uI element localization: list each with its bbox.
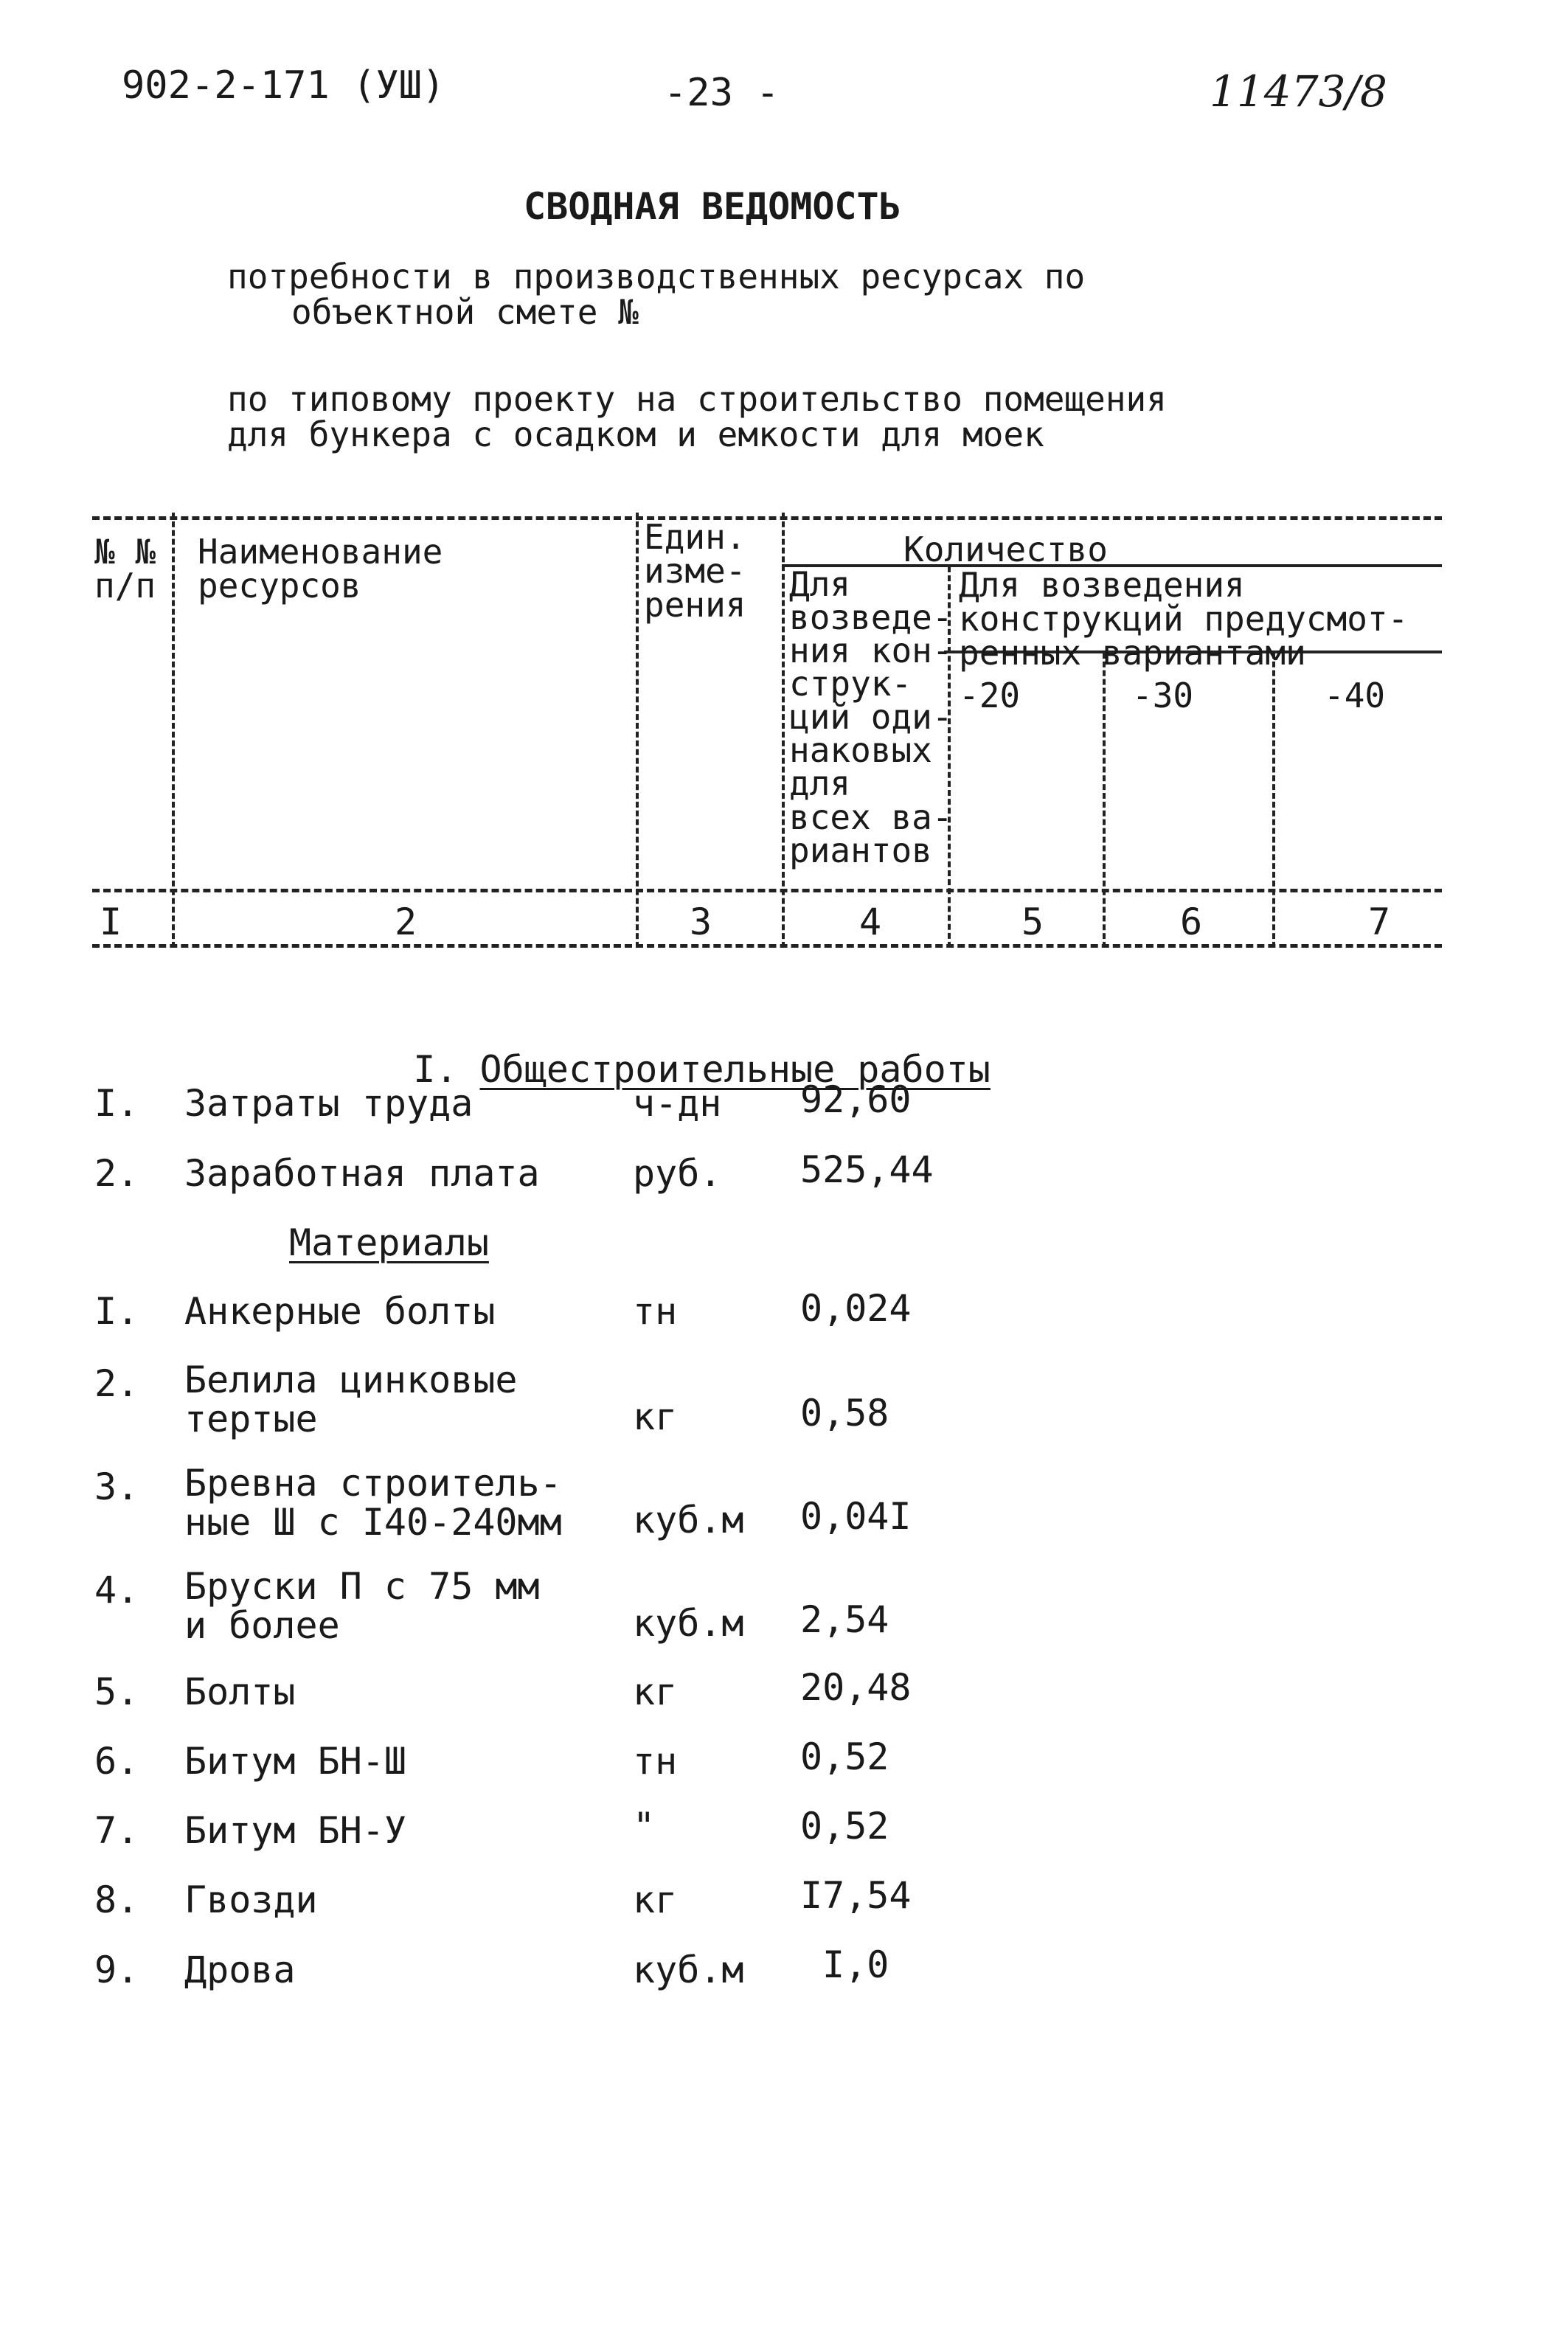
resource-quantity: 0,024 bbox=[800, 1287, 912, 1330]
row-number: I. bbox=[94, 1082, 139, 1125]
section-title-text: I. Общестроительные работы bbox=[413, 1048, 991, 1091]
variant-40-header: -40 bbox=[1324, 676, 1386, 715]
project-line-1: по типовому проекту на строительство помещения bbox=[227, 379, 1167, 419]
resource-quantity: 0,58 bbox=[800, 1392, 889, 1435]
col-number-7: 7 bbox=[1368, 901, 1391, 943]
col-variants-header: Для возведения конструкций предусмот- ренных вариантами bbox=[959, 565, 1409, 673]
resource-unit: руб. bbox=[633, 1152, 722, 1195]
resource-unit: ч-дн bbox=[633, 1082, 722, 1125]
resource-quantity: I7,54 bbox=[800, 1874, 912, 1917]
resource-unit: кг bbox=[633, 1671, 678, 1713]
resource-quantity: 0,52 bbox=[800, 1805, 889, 1848]
table-bottom-rule bbox=[92, 944, 1442, 948]
resource-name: Бруски П с 75 мм и более bbox=[184, 1565, 540, 1647]
resource-name: Дрова bbox=[184, 1949, 296, 1991]
resource-name: Болты bbox=[184, 1671, 296, 1713]
subtitle-line-2: объектной смете № bbox=[291, 292, 639, 332]
col-number-3: 3 bbox=[690, 901, 712, 943]
col-number-1: I bbox=[100, 901, 122, 943]
resource-unit: кг bbox=[633, 1879, 678, 1921]
col-divider-3 bbox=[782, 513, 785, 948]
col-number-5: 5 bbox=[1021, 901, 1044, 943]
row-number: 9. bbox=[94, 1949, 139, 1991]
variant-30-header: -30 bbox=[1132, 676, 1194, 715]
resource-unit: кг bbox=[633, 1395, 678, 1438]
resource-name: Битум БН-У bbox=[184, 1809, 407, 1852]
resource-name: Гвозди bbox=[184, 1879, 318, 1921]
col-divider-2 bbox=[636, 513, 639, 948]
resource-quantity: 525,44 bbox=[800, 1148, 934, 1191]
row-number: 8. bbox=[94, 1879, 139, 1921]
resource-unit: тн bbox=[633, 1290, 678, 1333]
project-line-2: для бункера с осадком и емкости для моек bbox=[227, 414, 1044, 454]
col-divider-5 bbox=[1103, 653, 1106, 948]
col-divider-6 bbox=[1272, 653, 1275, 948]
page-title: СВОДНАЯ ВЕДОМОСТЬ bbox=[524, 185, 901, 228]
col-name-header: Наименование ресурсов bbox=[198, 532, 443, 606]
resource-unit: тн bbox=[633, 1740, 678, 1783]
subtitle-line-1: потребности в производственных ресурсах по bbox=[227, 257, 1086, 296]
row-number: 2. bbox=[94, 1152, 139, 1195]
resource-quantity: 0,52 bbox=[800, 1735, 889, 1778]
document-code: 902-2-171 (УШ) bbox=[122, 63, 445, 108]
section-title-underlined: Общестроительные работы bbox=[479, 1048, 991, 1091]
resource-quantity: 0,04I bbox=[800, 1495, 912, 1538]
col-number-4: 4 bbox=[859, 901, 882, 943]
section-title bbox=[369, 1014, 991, 1091]
col-same-header: Для возведе- ния кон- струк- ций оди- наковых для всех ва- риантов bbox=[789, 564, 953, 870]
row-number: 3. bbox=[94, 1465, 139, 1508]
resource-quantity: 92,60 bbox=[800, 1078, 912, 1121]
resource-name: Белила цинковые тертые bbox=[184, 1359, 518, 1440]
materials-heading: Материалы bbox=[289, 1221, 489, 1264]
row-number: 7. bbox=[94, 1809, 139, 1852]
col-number-2: 2 bbox=[395, 901, 417, 943]
col-number-6: 6 bbox=[1180, 901, 1203, 943]
row-number: 5. bbox=[94, 1671, 139, 1713]
resource-unit: куб.м bbox=[633, 1949, 744, 1991]
resource-unit: куб.м bbox=[633, 1602, 744, 1645]
row-number: 6. bbox=[94, 1740, 139, 1783]
resource-unit: " bbox=[633, 1805, 656, 1848]
page-number: -23 - bbox=[664, 71, 780, 115]
variant-20-header: -20 bbox=[959, 676, 1021, 715]
resource-name: Анкерные болты bbox=[184, 1290, 496, 1333]
col-unit-header: Един. изме- рения bbox=[644, 517, 746, 625]
row-number: 4. bbox=[94, 1569, 139, 1612]
inventory-number: 11473/8 bbox=[1210, 66, 1387, 117]
resource-quantity: 20,48 bbox=[800, 1666, 912, 1709]
col-no-header: № № п/п bbox=[94, 532, 156, 606]
row-number: 2. bbox=[94, 1362, 139, 1405]
resource-quantity: I,0 bbox=[822, 1943, 889, 1986]
header-bottom-rule bbox=[92, 889, 1442, 892]
resource-name: Затраты труда bbox=[184, 1082, 473, 1125]
col-divider-1 bbox=[172, 513, 175, 948]
col-quantity-header: Количество bbox=[903, 530, 1108, 569]
resource-name: Битум БН-Ш bbox=[184, 1740, 407, 1783]
resource-unit: куб.м bbox=[633, 1499, 744, 1541]
header-top-rule bbox=[92, 516, 1442, 520]
resource-quantity: 2,54 bbox=[800, 1598, 889, 1641]
resource-name: Заработная плата bbox=[184, 1152, 540, 1195]
row-number: I. bbox=[94, 1290, 139, 1333]
resource-name: Бревна строитель- ные Ш с I40-240мм bbox=[184, 1462, 562, 1544]
